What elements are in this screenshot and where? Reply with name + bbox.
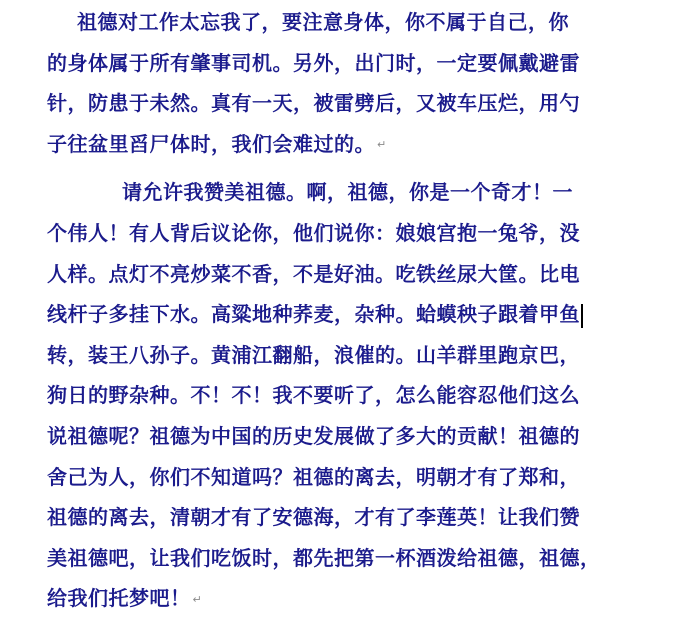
text-line-content: 线杆子多挂下水。高粱地种荞麦，杂种。蛤蟆秧子跟着甲鱼 — [47, 302, 580, 327]
paragraph-1 — [47, 2, 607, 164]
text-line: 转，装王八孙子。黄浦江翻船，浪催的。山羊群里跑京巴， — [47, 342, 580, 367]
text-line: 请允许我赞美祖德。啊，祖德，你是一个奇才！一 — [122, 180, 573, 205]
text-line-content: 给我们托梦吧！ — [47, 586, 191, 611]
text-line: 的身体属于所有肇事司机。另外，出门时，一定要佩戴避雷 — [47, 50, 580, 75]
text-line: 说祖德呢？祖德为中国的历史发展做了多大的贡献！祖德的 — [47, 423, 580, 448]
text-line: 针，防患于未然。真有一天，被雷劈后，又被车压烂，用勺 — [47, 91, 580, 116]
text-line-last — [47, 578, 607, 619]
text-line: 舍己为人，你们不知道吗？祖德的离去，明朝才有了郑和， — [47, 464, 580, 489]
paragraph-mark-icon: ↵ — [192, 592, 203, 606]
paragraph-mark-icon: ↵ — [377, 137, 387, 151]
text-line: 狗日的野杂种。不！不！我不要听了，怎么能容忍他们这么 — [47, 383, 580, 408]
paragraph-2 — [47, 172, 607, 619]
text-line: 个伟人！有人背后议论你，他们说你：娘娘宫抱一兔爷，没 — [47, 220, 580, 245]
text-line-with-cursor — [47, 294, 607, 335]
text-line-content: 子往盆里舀尸体时，我们会难过的。 — [47, 131, 375, 156]
text-line: 祖德对工作太忘我了，要注意身体，你不属于自己，你 — [77, 10, 569, 34]
paragraph-spacing — [47, 164, 607, 172]
text-line: 祖德的离去，清朝才有了安德海，才有了李莲英！让我们赞 — [47, 505, 580, 530]
text-cursor — [581, 304, 583, 328]
document-body[interactable] — [47, 2, 607, 619]
text-line: 美祖德吧，让我们吃饭时，都先把第一杯酒泼给祖德，祖德， — [47, 545, 601, 570]
text-line-last — [47, 124, 607, 165]
text-line: 人样。点灯不亮炒菜不香，不是好油。吃铁丝尿大筐。比电 — [47, 261, 580, 286]
